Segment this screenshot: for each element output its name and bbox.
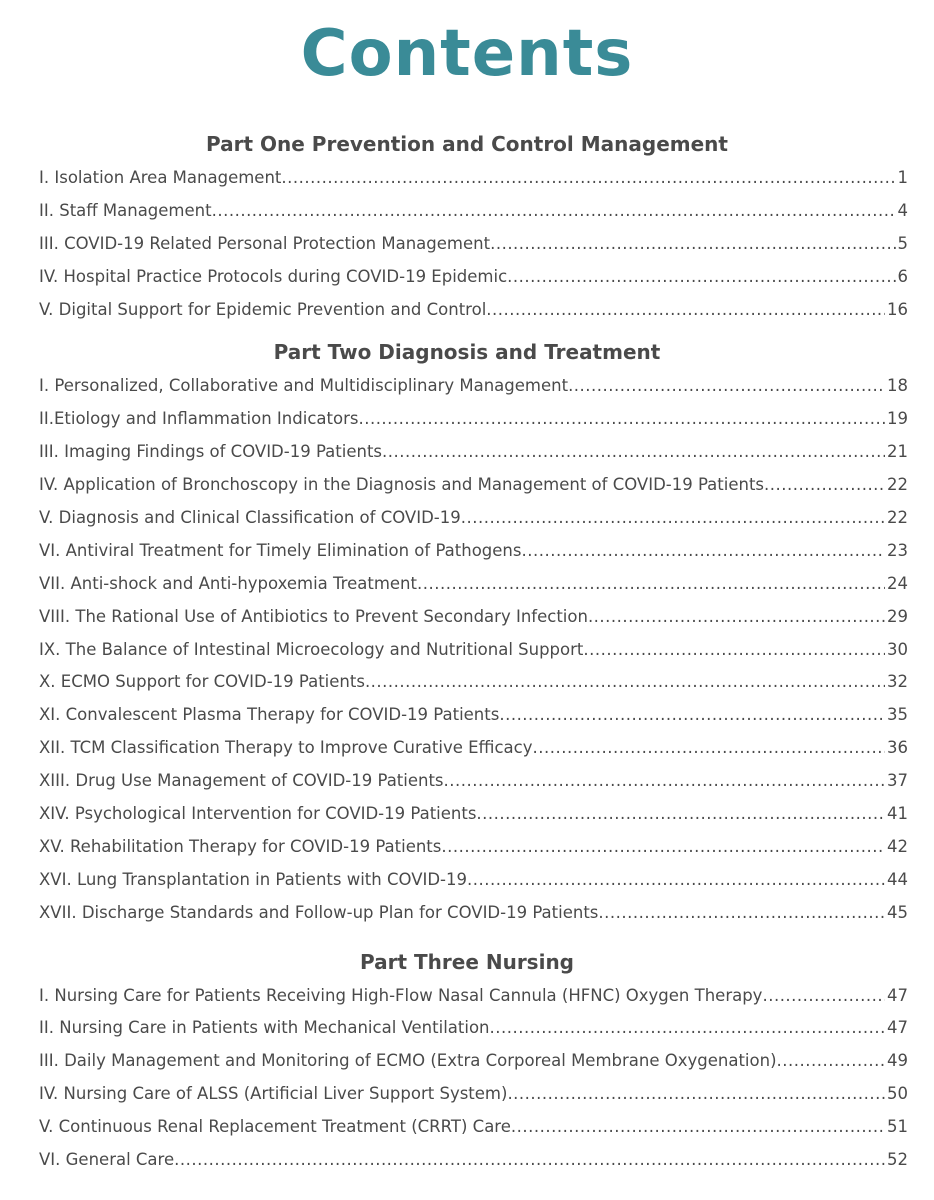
dot-leader xyxy=(762,980,885,1013)
toc-entry-page-number: 52 xyxy=(887,1150,908,1170)
toc-entry-title: IV. Hospital Practice Protocols during COVID-19 Epidemic xyxy=(39,266,508,286)
toc-entry-title: XIII. Drug Use Management of COVID-19 Patients xyxy=(39,771,444,791)
toc-entry-title: X. ECMO Support for COVID-19 Patients xyxy=(39,672,365,692)
dot-leader xyxy=(441,831,885,864)
toc-entry-title: I. Isolation Area Management xyxy=(39,168,282,187)
dot-leader xyxy=(490,228,895,261)
dot-leader xyxy=(281,162,895,195)
dot-leader xyxy=(598,897,885,930)
part-three-heading: Part Three Nursing xyxy=(360,949,574,974)
toc-entry[interactable] xyxy=(39,1045,908,1078)
dot-leader xyxy=(476,798,885,831)
toc-entry-title: VI. General Care xyxy=(39,1150,175,1170)
toc-entry-page-number: 23 xyxy=(887,540,908,560)
dot-leader xyxy=(533,732,885,765)
toc-entry-title: XVI. Lung Transplantation in Patients with COVID-19 xyxy=(39,869,468,889)
toc-entry-title: III. Daily Management and Monitoring of ECMO (Extra Corporeal Membrane Oxygenation) xyxy=(39,1051,777,1071)
part-two-toc-list xyxy=(0,370,934,929)
toc-entry-page-number: 47 xyxy=(887,985,908,1005)
toc-entry-page-number: 18 xyxy=(887,376,908,396)
dot-leader xyxy=(764,469,885,502)
toc-entry-title: V. Digital Support for Epidemic Prevention and Control xyxy=(39,299,487,319)
toc-entry-title: V. Continuous Renal Replacement Treatment (CRRT) Care xyxy=(39,1117,511,1137)
toc-entry[interactable] xyxy=(39,403,908,436)
dot-leader xyxy=(511,1111,885,1144)
dot-leader xyxy=(174,1144,885,1177)
toc-entry[interactable] xyxy=(39,436,908,469)
toc-entry[interactable] xyxy=(39,765,908,798)
part-two-heading: Part Two Diagnosis and Treatment xyxy=(273,340,661,365)
toc-entry-page-number: 21 xyxy=(887,442,908,462)
toc-entry-title: III. COVID-19 Related Personal Protection Management xyxy=(39,233,491,253)
toc-entry-page-number: 49 xyxy=(887,1051,908,1071)
toc-entry-page-number: 51 xyxy=(887,1117,908,1137)
toc-entry-page-number: 32 xyxy=(887,672,908,692)
toc-entry[interactable] xyxy=(39,535,908,568)
dot-leader xyxy=(583,634,885,667)
dot-leader xyxy=(490,1012,886,1045)
toc-entry[interactable] xyxy=(39,1012,908,1045)
dot-leader xyxy=(486,294,885,327)
toc-entry[interactable] xyxy=(39,666,908,699)
toc-entry-title: II. Staff Management xyxy=(39,200,212,220)
page-title: Contents xyxy=(300,17,634,91)
toc-entry-title: XIV. Psychological Intervention for COVID-19 Patients xyxy=(39,804,477,824)
dot-leader xyxy=(507,1078,885,1111)
part-three-toc-list xyxy=(0,980,934,1177)
dot-leader xyxy=(461,502,885,535)
toc-entry[interactable] xyxy=(39,1078,908,1111)
dot-leader xyxy=(382,436,885,469)
dot-leader xyxy=(568,370,885,403)
toc-entry[interactable] xyxy=(39,831,908,864)
toc-entry-title: VI. Antiviral Treatment for Timely Elimination of Pathogens xyxy=(39,540,522,560)
toc-entry-page-number: 41 xyxy=(887,804,908,824)
dot-leader xyxy=(365,666,885,699)
toc-entry[interactable] xyxy=(39,294,908,327)
toc-entry-page-number: 1 xyxy=(897,168,908,187)
toc-entry[interactable] xyxy=(39,228,908,261)
toc-entry-title: II. Nursing Care in Patients with Mechanical Ventilation xyxy=(39,1018,490,1038)
toc-entry[interactable] xyxy=(39,370,908,403)
dot-leader xyxy=(521,535,885,568)
toc-entry[interactable] xyxy=(39,699,908,732)
toc-entry-title: IX. The Balance of Intestinal Microecology and Nutritional Support xyxy=(39,639,584,659)
toc-entry-page-number: 42 xyxy=(887,836,908,856)
toc-entry-page-number: 6 xyxy=(897,266,908,286)
toc-entry-title: I. Nursing Care for Patients Receiving High-Flow Nasal Cannula (HFNC) Oxygen Therapy xyxy=(39,985,763,1005)
toc-entry[interactable] xyxy=(39,798,908,831)
dot-leader xyxy=(417,568,885,601)
toc-entry-title: VIII. The Rational Use of Antibiotics to Prevent Secondary Infection xyxy=(39,606,588,626)
toc-entry-page-number: 44 xyxy=(887,869,908,889)
toc-entry[interactable] xyxy=(39,601,908,634)
toc-entry-page-number: 16 xyxy=(887,299,908,319)
dot-leader xyxy=(507,261,895,294)
toc-entry-title: XI. Convalescent Plasma Therapy for COVID-19 Patients xyxy=(39,705,500,725)
toc-entry-page-number: 36 xyxy=(887,738,908,758)
toc-entry-title: III. Imaging Findings of COVID-19 Patients xyxy=(39,442,383,462)
toc-entry-title: XVII. Discharge Standards and Follow-up Plan for COVID-19 Patients xyxy=(39,902,599,922)
toc-entry-page-number: 45 xyxy=(887,902,908,922)
toc-entry-title: II.Etiology and Inflammation Indicators xyxy=(39,409,359,429)
toc-entry[interactable] xyxy=(39,980,908,1013)
toc-entry[interactable] xyxy=(39,1111,908,1144)
toc-entry[interactable] xyxy=(39,897,908,930)
toc-entry-page-number: 37 xyxy=(887,771,908,791)
toc-entry-page-number: 30 xyxy=(887,639,908,659)
part-one-toc-list xyxy=(0,162,934,326)
toc-entry-page-number: 29 xyxy=(887,606,908,626)
toc-entry-page-number: 5 xyxy=(897,233,908,253)
dot-leader xyxy=(499,699,885,732)
toc-entry-title: IV. Nursing Care of ALSS (Artificial Liver Support System) xyxy=(39,1084,508,1104)
toc-entry-title: XV. Rehabilitation Therapy for COVID-19 Patients xyxy=(39,836,442,856)
toc-entry-page-number: 22 xyxy=(887,475,908,495)
toc-entry[interactable] xyxy=(39,261,908,294)
part-one-heading: Part One Prevention and Control Management xyxy=(206,132,728,156)
dot-leader xyxy=(358,403,885,436)
dot-leader xyxy=(467,864,885,897)
dot-leader xyxy=(588,601,885,634)
toc-entry-title: IV. Application of Bronchoscopy in the Diagnosis and Management of COVID-19 Patients xyxy=(39,475,765,495)
toc-entry[interactable] xyxy=(39,634,908,667)
toc-entry[interactable] xyxy=(39,732,908,765)
toc-entry[interactable] xyxy=(39,162,908,195)
toc-entry[interactable] xyxy=(39,864,908,897)
toc-entry[interactable] xyxy=(39,1144,908,1177)
toc-entry-page-number: 19 xyxy=(887,409,908,429)
toc-entry-page-number: 24 xyxy=(887,573,908,593)
toc-entry-page-number: 4 xyxy=(897,200,908,220)
toc-entry-page-number: 47 xyxy=(887,1018,908,1038)
toc-entry-title: XII. TCM Classification Therapy to Improve Curative Efficacy xyxy=(39,738,533,758)
dot-leader xyxy=(212,195,896,228)
toc-entry-title: V. Diagnosis and Clinical Classification of COVID-19 xyxy=(39,508,461,528)
toc-entry-title: VII. Anti-shock and Anti-hypoxemia Treatment xyxy=(39,573,417,593)
dot-leader xyxy=(444,765,885,798)
dot-leader xyxy=(777,1045,885,1078)
toc-entry[interactable] xyxy=(39,502,908,535)
toc-entry-page-number: 22 xyxy=(887,508,908,528)
toc-entry[interactable] xyxy=(39,469,908,502)
toc-entry-page-number: 35 xyxy=(887,705,908,725)
toc-entry-page-number: 50 xyxy=(887,1084,908,1104)
toc-entry[interactable] xyxy=(39,568,908,601)
toc-entry[interactable] xyxy=(39,195,908,228)
toc-entry-title: I. Personalized, Collaborative and Multidisciplinary Management xyxy=(39,376,569,396)
